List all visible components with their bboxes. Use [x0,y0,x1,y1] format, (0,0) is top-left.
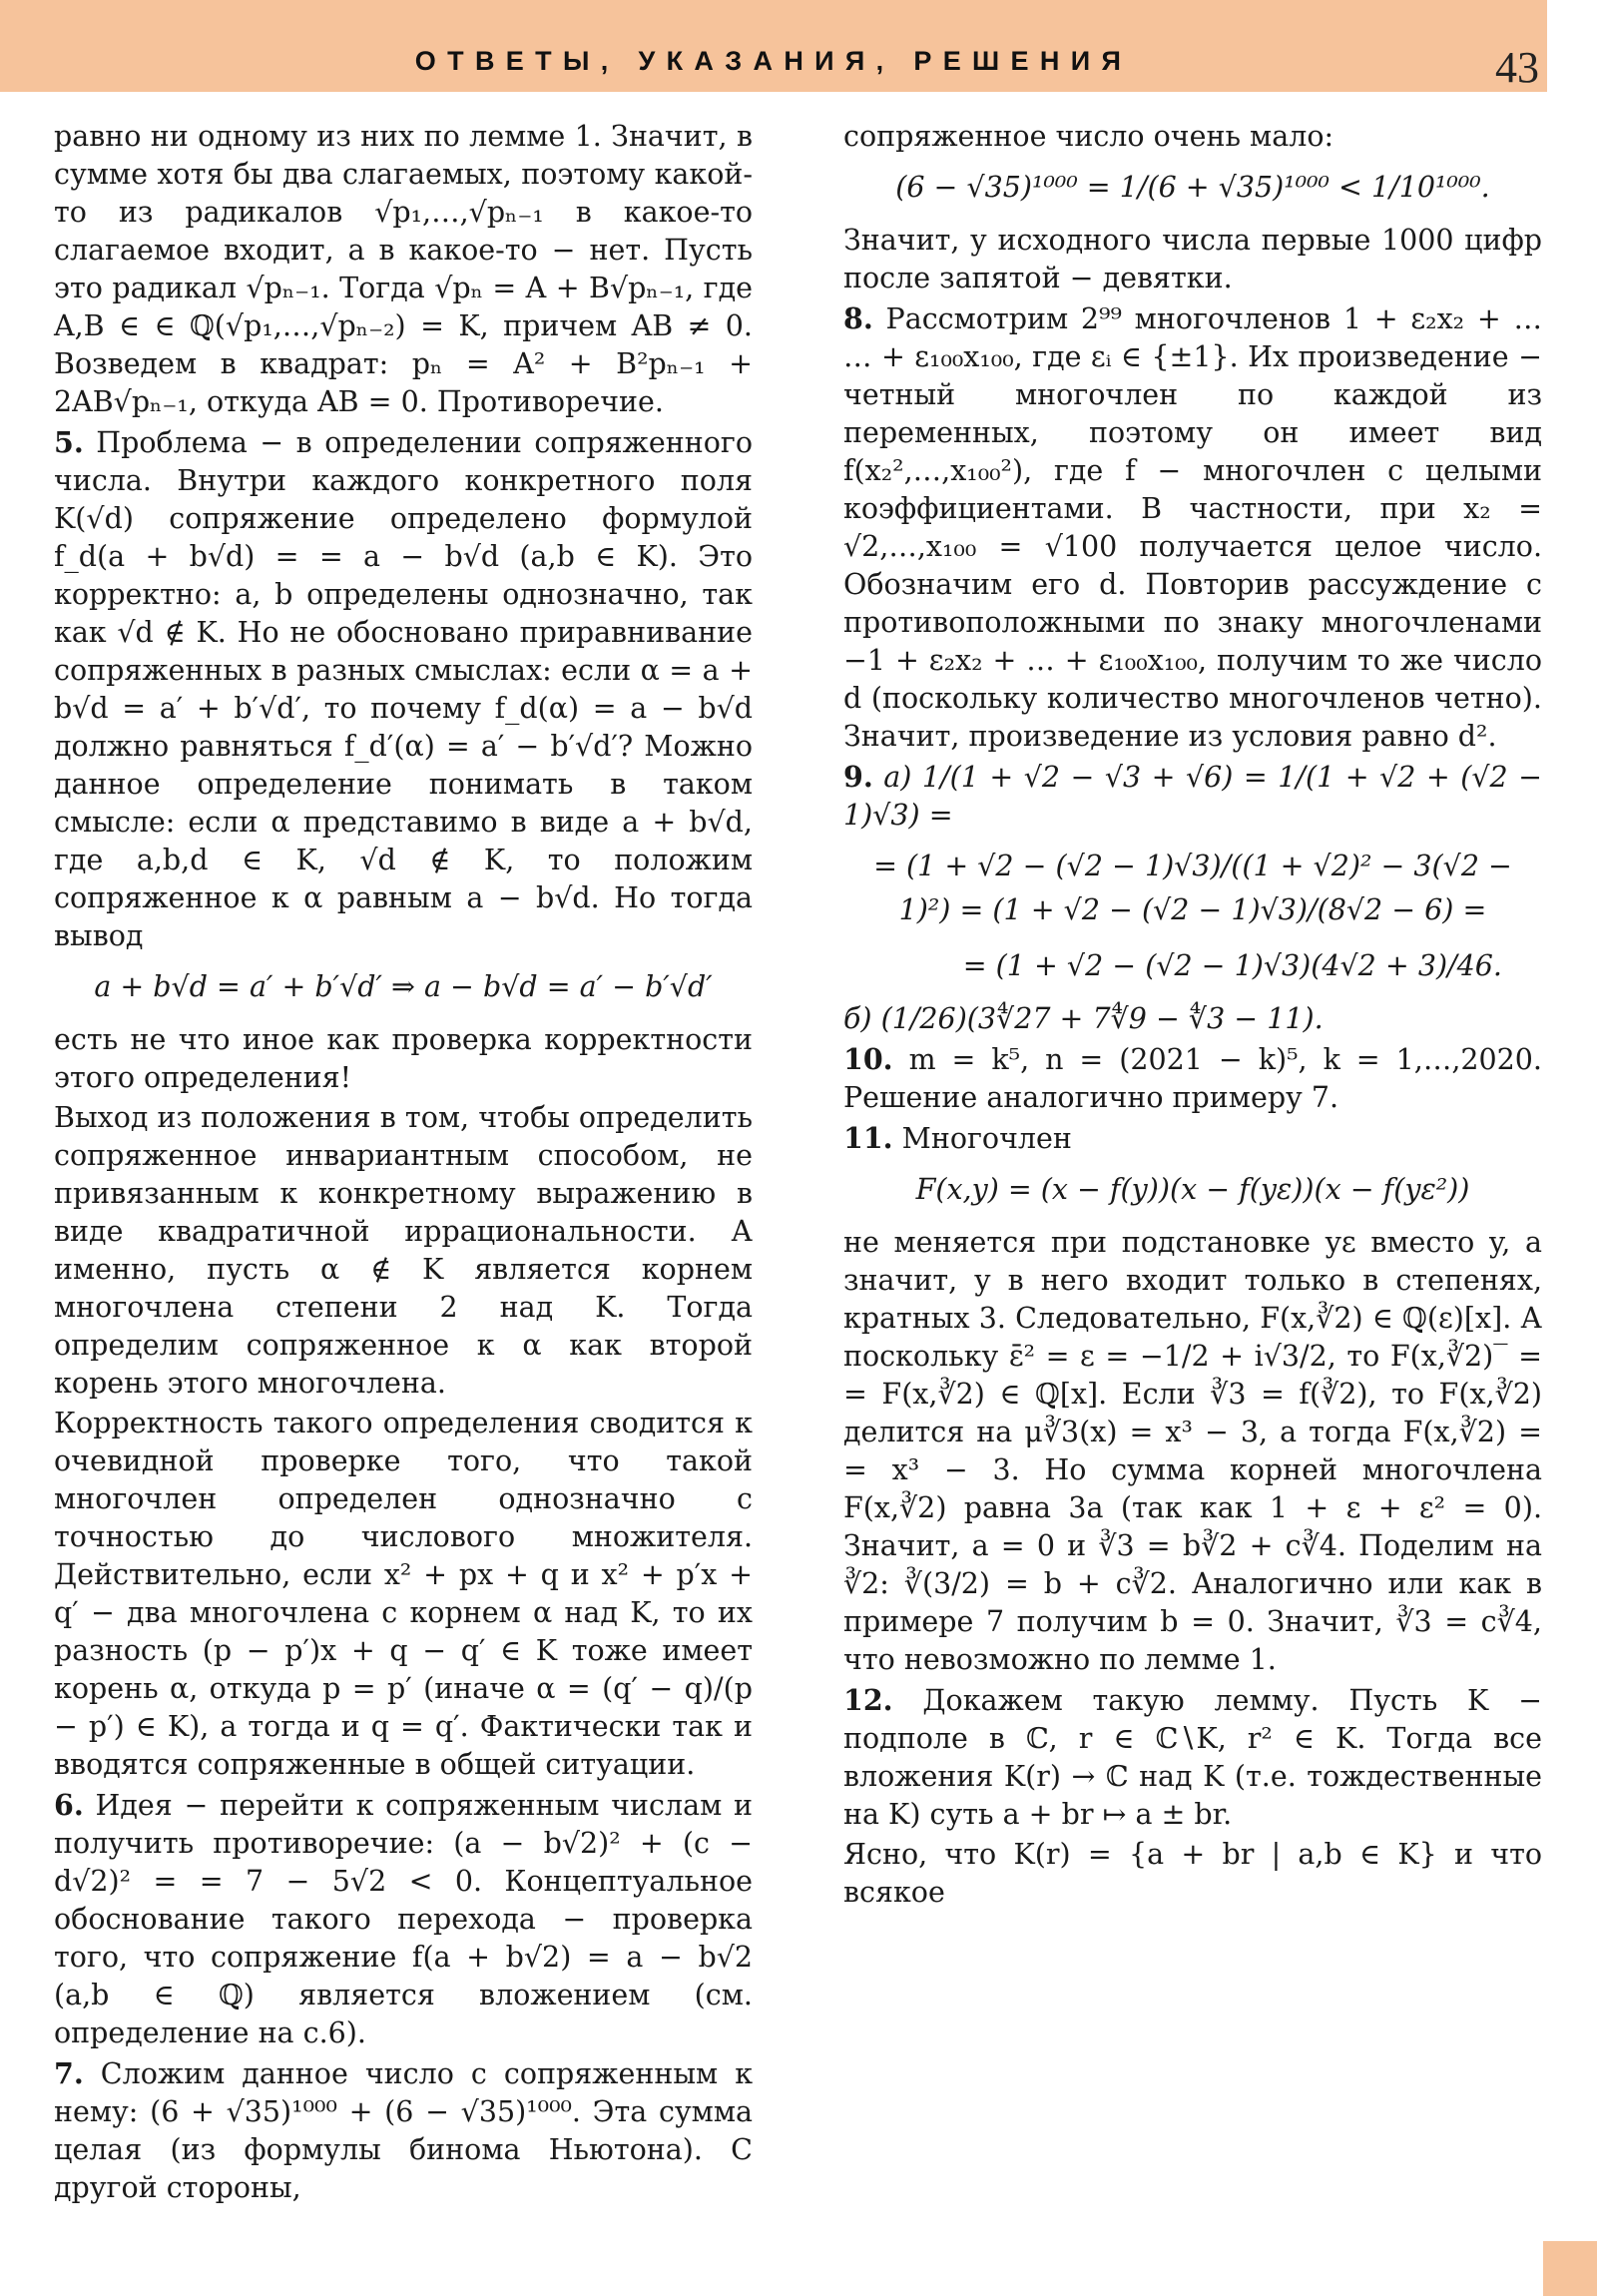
side-tab [1543,2241,1597,2296]
answer-text: m = k⁵, n = (2021 − k)⁵, k = 1,…,2020. Решение аналогично примеру 7. [843,1043,1542,1114]
answer-number: 5. [54,425,84,459]
answer-number: 7. [54,2056,84,2090]
answer-6 [54,1786,753,2052]
answer-12 [843,1681,1542,1834]
answer-10 [843,1040,1542,1117]
paragraph-5d: Корректность такого определения сводится к очевидной проверке того, что такой многочлен определен однозначно с точностью до числового множителя. Действительно, если x² + px + q и x² + p′x + q′ − два многочлена с корнем α над K, то их разность (p − p′)x + q − q′ ∈ K тоже имеет корень α, откуда p = p′ (иначе α = (q′ − q)/(p − p′) ∈ K), а тогда и q = q′. Фактически так и вводятся сопряженные в общей ситуации. [54,1407,753,1781]
paragraph-11b: не меняется при подстановке yε вместо y, а значит, y в него входит только в степенях, кратных 3. Следовательно, F(x,∛2) ∈ ℚ(ε)[x]. А поскольку ε̄² = ε = −1/2 + i√3/2, то F(x,∛2)‾ = = F(x,∛2) ∈ ℚ[x]. Если ∛3 = f(∛2), то F(x,∛2) делится на μ∛3(x) = x³ − 3, а тогда F(x,∛2) = = x³ − 3. Но сумма корней многочлена F(x,∛2) равна 3a (так как 1 + ε + ε² = 0). Значит, a = 0 и ∛3 = b∛2 + c∛4. Поделим на ∛2: ∛(3/2) = b + c∛2. Аналогично или как в примере 7 получим b = 0. Значит, ∛3 = c∛4, что невозможно по лемме 1. [843,1226,1542,1676]
answer-9b: б) (1/26)(3∜27 + 7∜9 − ∜3 − 11). [843,1002,1324,1035]
answer-text: Сложим данное число с сопряженным к нему: (6 + √35)¹⁰⁰⁰ + (6 − √35)¹⁰⁰⁰. Эта сумма целая (из формулы бинома Ньютона). С другой стороны, [54,2057,754,2204]
answer-9 [843,758,1542,835]
formula-7: (6 − √35)¹⁰⁰⁰ = 1/(6 + √35)¹⁰⁰⁰ < 1/10¹⁰⁰⁰. [895,171,1490,204]
answer-number: 9. [843,760,873,794]
paragraph-5c: Выход из положения в том, чтобы определить сопряженное инвариантным способом, не привязанным к конкретному выражению в виде квадратичной иррациональности. А именно, пусть α ∉ K является корнем многочлена степени 2 над K. Тогда определим сопряженное к α как второй корень этого многочлена. [54,1101,753,1400]
answer-text: Рассмотрим 2⁹⁹ многочленов 1 + ε₂x₂ + … … + ε₁₀₀x₁₀₀, где εᵢ ∈ {±1}. Их произведение − четный многочлен по каждой из переменных, поэтому он имеет вид f(x₂²,…,x₁₀₀²), где f − многочлен с целыми коэффициентами. В частности, при x₂ = √2,…,x₁₀₀ = √100 получается целое число. Обозначим его d. Повторив рассуждение с противоположными по знаку многочленами −1 + ε₂x₂ + … + ε₁₀₀x₁₀₀, получим то же число d (поскольку количество многочленов четно). Значит, произведение из условия равно d². [843,302,1543,753]
right-column [843,118,1542,1914]
paragraph-5b: есть не что иное как проверка корректности этого определения! [54,1023,753,1094]
answer-7 [54,2054,753,2207]
formula-11: F(x,y) = (x − f(y))(x − f(yε))(x − f(yε²)) [915,1173,1470,1206]
paragraph-7c: сопряженное число очень мало: [843,120,1334,153]
answer-text: Многочлен [901,1122,1072,1155]
formula-5: a + b√d = a′ + b′√d′ ⇒ a − b√d = a′ − b′√d′ [94,970,713,1003]
paragraph-12b: Ясно, что K(r) = {a + br | a,b ∈ K} и что всякое [843,1838,1542,1909]
answer-number: 10. [843,1042,893,1076]
left-column [54,118,753,2209]
page-number: 43 [1495,43,1539,92]
answer-11 [843,1119,1542,1158]
paragraph-4-end: равно ни одному из них по лемме 1. Значит, в сумме хотя бы два слагаемых, поэтому какой-то из радикалов √p₁,…,√pₙ₋₁ в какое-то слагаемое входит, а в какое-то − нет. Пусть это радикал √pₙ₋₁. Тогда √pₙ = A + B√pₙ₋₁, где A,B ∈ ∈ ℚ(√p₁,…,√pₙ₋₂) = K, причем AB ≠ 0. Возведем в квадрат: pₙ = A² + B²pₙ₋₁ + 2AB√pₙ₋₁, откуда AB = 0. Противоречие. [54,120,753,418]
answer-text: Идея − перейти к сопряженным числам и получить противоречие: (a − b√2)² + (c − d√2)² = = 7 − 5√2 < 0. Концептуальное обоснование такого перехода − проверка того, что сопряжение f(a + b√2) = a − b√2 (a,b ∈ ℚ) является вложением (см. определение на с.6). [54,1789,753,2049]
answer-number: 6. [54,1788,84,1822]
answer-text: а) 1/(1 + √2 − √3 + √6) = 1/(1 + √2 + (√2 − 1)√3) = [843,761,1543,832]
formula-9c: = (1 + √2 − (√2 − 1)√3)(4√2 + 3)/46. [962,949,1502,982]
answer-number: 12. [843,1683,893,1717]
answer-number: 8. [843,301,873,335]
running-header: ОТВЕТЫ, УКАЗАНИЯ, РЕШЕНИЯ [414,46,1133,76]
answer-8 [843,299,1542,756]
answer-number: 11. [843,1121,893,1155]
paragraph-7d: Значит, у исходного числа первые 1000 цифр после запятой − девятки. [843,224,1542,294]
answer-text: Проблема − в определении сопряженного числа. Внутри каждого конкретного поля K(√d) сопряжение определено формулой f_d(a + b√d) = = a − b√d (a,b ∈ K). Это корректно: a, b определены однозначно, так как √d ∉ K. Но не обосновано приравнивание сопряженных в разных смыслах: если α = a + b√d = a′ + b′√d′, то почему f_d(α) = a − b√d должно равняться f_d′(α) = a′ − b′√d′? Можно данное определение понимать в таком смысле: если α представимо в виде a + b√d, где a,b,d ∈ K, √d ∉ K, то положим сопряженное к α равным a − b√d. Но тогда вывод [54,426,753,952]
formula-9b: = (1 + √2 − (√2 − 1)√3)/((1 + √2)² − 3(√2 − 1)²) = (1 + √2 − (√2 − 1)√3)/(8√2 − 6) = [873,850,1512,926]
answer-5 [54,423,753,955]
answer-text: Докажем такую лемму. Пусть K − подполе в ℂ, r ∈ ℂ∖K, r² ∈ K. Тогда все вложения K(r) → ℂ над K (т.е. тождественные на K) суть a + br ↦ a ± br. [843,1684,1542,1831]
